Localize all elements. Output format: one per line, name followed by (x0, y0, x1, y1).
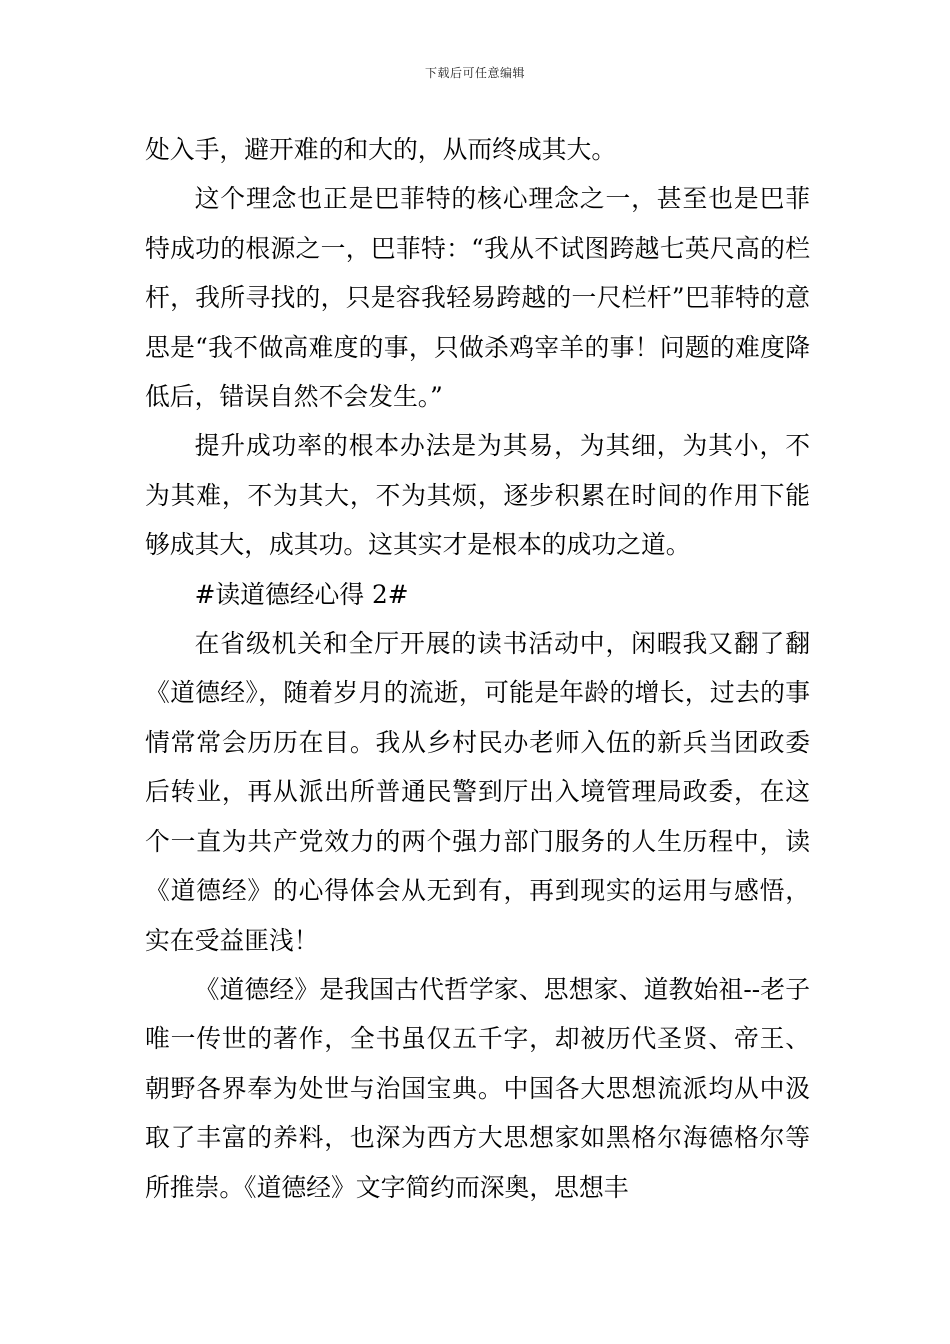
page-header-note: 下载后可任意编辑 (424, 66, 525, 80)
paragraph: 提升成功率的根本办法是为其易，为其细，为其小，不为其难，不为其大，不为其烦，逐步积累在时间的作用下能够成其大，成其功。这其实才是根本的成功之道。 (145, 431, 810, 560)
paragraph: 处入手，避开难的和大的，从而终成其大。 (145, 135, 617, 164)
document-body (145, 125, 810, 1212)
paragraph: 在省级机关和全厅开展的读书活动中，闲暇我又翻了翻《道德经》，随着岁月的流逝，可能是年龄的增长，过去的事情常常会历历在目。我从乡村民办老师入伍的新兵当团政委后转业，再从派出所普通民警到厅出入境管理局政委，在这个一直为共产党效力的两个强力部门服务的人生历程中，读《道德经》的心得体会从无到有，再到现实的运用与感悟，实在受益匪浅！ (145, 629, 810, 955)
section-heading: #读道德经心得 2# (194, 579, 409, 609)
paragraph: 这个理念也正是巴菲特的核心理念之一，甚至也是巴菲特成功的根源之一，巴菲特：“我从不试图跨越七英尺高的栏杆，我所寻找的，只是容我轻易跨越的一尺栏杆”巴菲特的意思是“我不做高难度的事，只做杀鸡宰羊的事！问题的难度降低后，错误自然不会发生。” (145, 184, 810, 412)
paragraph: 《道德经》是我国古代哲学家、思想家、道教始祖--老子唯一传世的著作，全书虽仅五千字，却被历代圣贤、帝王、朝野各界奉为处世与治国宝典。中国各大思想流派均从中汲取了丰富的养料，也深为西方大思想家如黑格尔海德格尔等所推崇。《道德经》文字简约而深奥，思想丰 (145, 974, 810, 1202)
